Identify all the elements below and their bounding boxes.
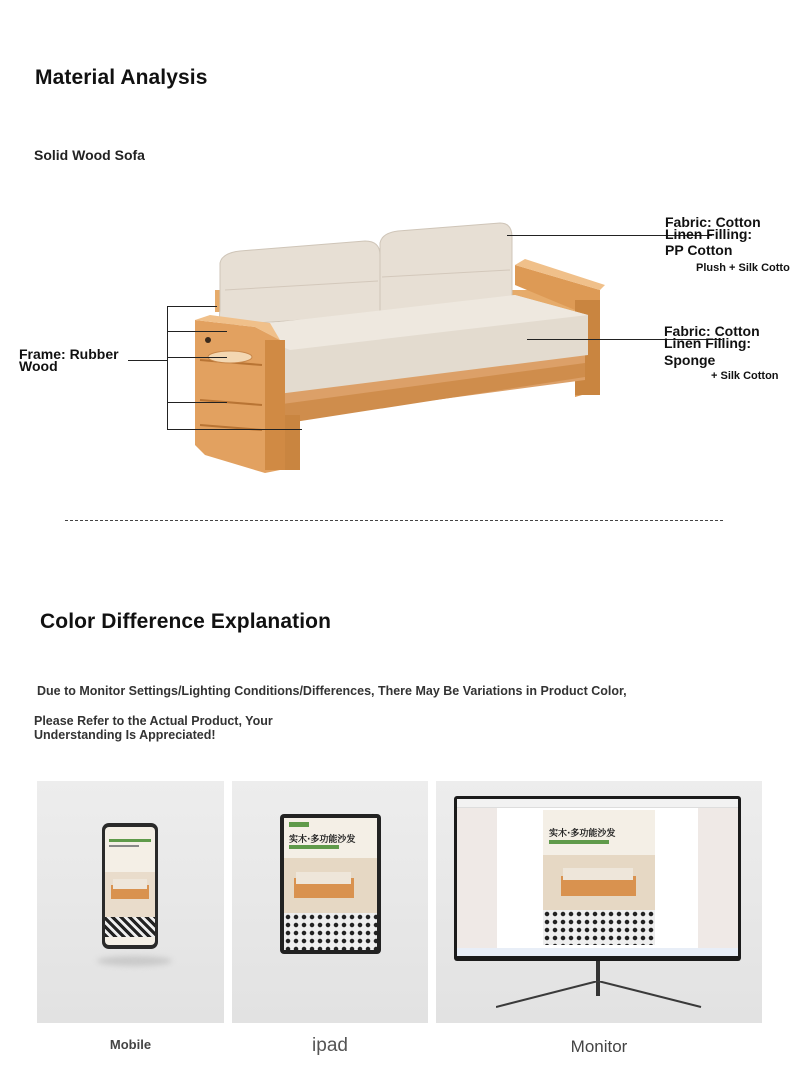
ipad-screen-title: 实木·多功能沙发 xyxy=(289,835,356,845)
frame-label: Frame: Rubber Wood xyxy=(19,346,119,374)
monitor-caption: Monitor xyxy=(570,1037,628,1056)
monitor-stand xyxy=(496,981,706,1011)
color-note-1: Due to Monitor Settings/Lighting Conditions/Differences, There May Be Variations in Product Color, xyxy=(37,684,627,698)
phone-device xyxy=(102,823,158,949)
seat-filling-value: Sponge xyxy=(664,352,716,368)
monitor-panel xyxy=(436,781,762,1023)
back-fabric-label: Fabric: Cotton xyxy=(665,214,761,230)
back-filling-value: PP Cotton xyxy=(665,242,733,258)
back-filling-extra: Plush + Silk Cotto xyxy=(696,262,790,274)
seat-fabric-label: Fabric: Cotton xyxy=(664,323,760,339)
section-divider xyxy=(65,520,723,521)
ipad-caption: ipad xyxy=(312,1035,348,1056)
mobile-panel xyxy=(37,781,224,1023)
monitor-device xyxy=(454,796,741,961)
color-note-2: Please Refer to the Actual Product, Your Understanding Is Appreciated! xyxy=(34,714,273,742)
ipad-panel xyxy=(232,781,428,1023)
color-title: Color Difference Explanation xyxy=(40,610,332,633)
sofa-image xyxy=(180,215,620,480)
material-title: Material Analysis xyxy=(35,66,208,89)
material-subtitle: Solid Wood Sofa xyxy=(34,147,145,163)
mobile-caption: Mobile xyxy=(109,1037,152,1052)
seat-filling-label: Linen Filling: xyxy=(664,335,752,351)
back-filling-label: Linen Filling: xyxy=(665,226,753,242)
ipad-device xyxy=(280,814,381,954)
monitor-screen-title: 实木·多功能沙发 xyxy=(549,829,616,839)
seat-filling-extra: + Silk Cotton xyxy=(711,370,779,382)
